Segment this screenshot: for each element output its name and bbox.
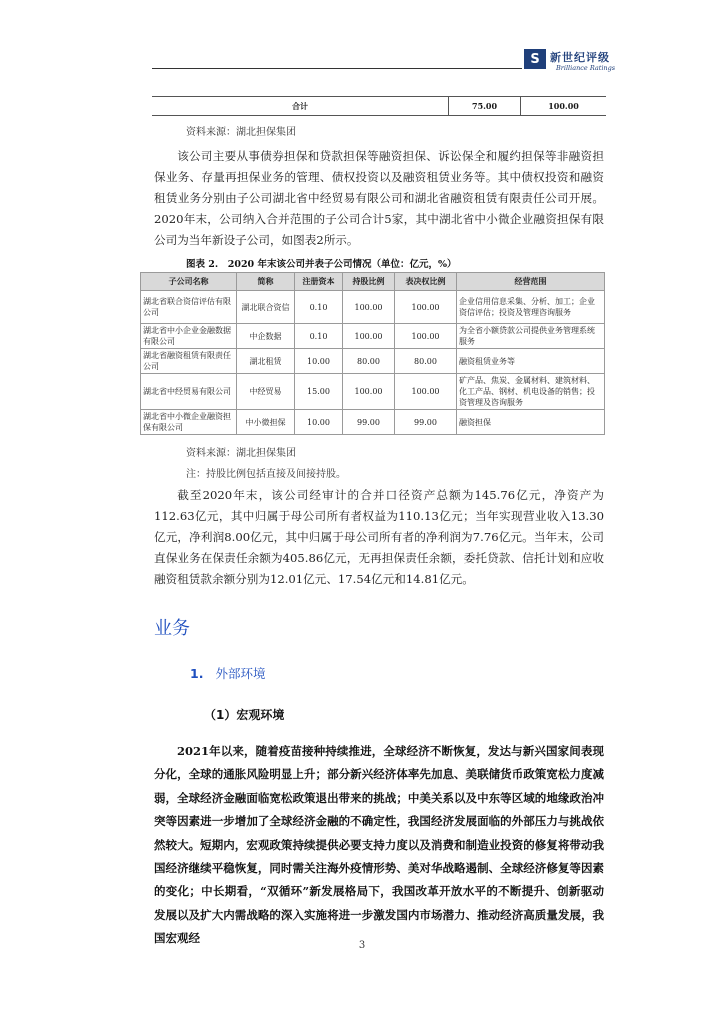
cell-registered-capital: 15.00 [295,374,343,410]
table-footnote: 注：持股比例包括直接及间接持股。 [186,469,346,480]
column-header: 表决权比例 [395,273,457,291]
total-label: 合计 [152,97,449,116]
cell-business-scope: 企业信用信息采集、分析、加工；企业资信评估；投资及管理咨询服务 [457,291,605,324]
cell-business-scope: 融资担保 [457,410,605,435]
cell-short-name: 湖北联合资信 [237,291,295,324]
section-title: 业务 [154,618,190,639]
paragraph-financials: 截至2020年末，该公司经审计的合并口径资产总额为145.76亿元，净资产为112.63亿元，其中归属于母公司所有者权益为110.13亿元；当年实现营业收入13.30亿元，净利润8.00亿元，其中归属于母公司所有者的净利润为7.76亿元。当年末，公司直保业务在保责任余额为405.86亿元，无再担保责任余额，委托贷款、信托计划和应收融资租赁款余额分别为12.01亿元、17.54亿元和14.81亿元。 [154,488,604,586]
cell-company-name: 湖北省中小企业金融数据有限公司 [141,324,237,349]
cell-business-scope: 为全省小额贷款公司提供业务管理系统服务 [457,324,605,349]
cell-company-name: 湖北省中经贸易有限公司 [141,374,237,410]
cell-company-name: 湖北省联合资信评估有限公司 [141,291,237,324]
cell-share-ratio: 100.00 [343,374,395,410]
cell-registered-capital: 10.00 [295,410,343,435]
page-number: 3 [358,940,366,951]
cell-short-name: 中小微担保 [237,410,295,435]
table-row [141,324,605,349]
source-note-1: 资料来源：湖北担保集团 [186,127,296,138]
logo-chinese-name: 新世纪评级 [550,51,610,64]
column-header: 子公司名称 [141,273,237,291]
subsidiary-table [140,272,605,435]
cell-share-ratio: 100.00 [343,291,395,324]
column-header: 持股比例 [343,273,395,291]
table-row [141,410,605,435]
total-vote: 100.00 [521,97,606,116]
cell-company-name: 湖北省融资租赁有限责任公司 [141,349,237,374]
cell-registered-capital: 10.00 [295,349,343,374]
cell-business-scope: 融资租赁业务等 [457,349,605,374]
column-header: 经营范围 [457,273,605,291]
cell-voting-ratio: 99.00 [395,410,457,435]
column-header: 注册资本 [295,273,343,291]
sub-subsection-heading: （1）宏观环境 [204,708,285,722]
cell-share-ratio: 80.00 [343,349,395,374]
cell-company-name: 湖北省中小微企业融资担保有限公司 [141,410,237,435]
logo-english-name: Brilliance Ratings [556,64,616,72]
table-header-row [141,273,605,291]
column-header: 简称 [237,273,295,291]
header-rule [152,68,522,69]
total-row-table [152,96,606,116]
total-share: 75.00 [449,97,521,116]
logo-icon: S [524,49,546,69]
cell-short-name: 湖北租赁 [237,349,295,374]
cell-share-ratio: 99.00 [343,410,395,435]
table-row [152,97,606,116]
cell-share-ratio: 100.00 [343,324,395,349]
table-row [141,374,605,410]
cell-voting-ratio: 80.00 [395,349,457,374]
cell-registered-capital: 0.10 [295,324,343,349]
cell-registered-capital: 0.10 [295,291,343,324]
cell-voting-ratio: 100.00 [395,291,457,324]
table-row [141,291,605,324]
subsection-title: 外部环境 [215,666,266,681]
cell-voting-ratio: 100.00 [395,374,457,410]
figure-title: 图表 2. 2020 年末该公司并表子公司情况（单位：亿元，%） [186,259,457,270]
subsection-number: 1. [190,666,204,681]
cell-short-name: 中企数据 [237,324,295,349]
paragraph-business-overview: 该公司主要从事债券担保和贷款担保等融资担保、诉讼保全和履约担保等非融资担保业务、存量再担保业务的管理、债权投资以及融资租赁业务等。其中债权投资和融资租赁业务分别由子公司湖北省中经贸易有限公司和湖北省融资租赁有限责任公司开展。2020年末，公司纳入合并范围的子公司合计5家，其中湖北省中小微企业融资担保有限公司为当年新设子公司，如图表2所示。 [154,149,604,247]
table-row [141,349,605,374]
paragraph-macro-environment: 2021年以来，随着疫苗接种持续推进，全球经济不断恢复，发达与新兴国家间表现分化，全球的通胀风险明显上升；部分新兴经济体率先加息、美联储货币政策宽松力度减弱，全球经济金融面临宽松政策退出带来的挑战；中美关系以及中东等区域的地缘政治冲突等因素进一步增加了全球经济金融的不确定性，我国经济发展面临的外部压力与挑战依然较大。短期内，宏观政策持续提供必要支持力度以及消费和制造业投资的修复将带动我国经济继续平稳恢复，同时需关注海外疫情形势、美对华战略遏制、全球经济修复等因素的变化；中长期看，“双循环”新发展格局下，我国改革开放水平的不断提升、创新驱动发展以及扩大内需战略的深入实施将进一步激发国内市场潜力、推动经济高质量发展，我国宏观经 [154,744,604,946]
subsection-heading [190,664,265,682]
cell-short-name: 中经贸易 [237,374,295,410]
source-note-2: 资料来源：湖北担保集团 [186,448,296,459]
cell-voting-ratio: 100.00 [395,324,457,349]
cell-business-scope: 矿产品、焦炭、金属材料、建筑材料、化工产品、钢材、机电设备的销售；投资管理及咨询服务 [457,374,605,410]
